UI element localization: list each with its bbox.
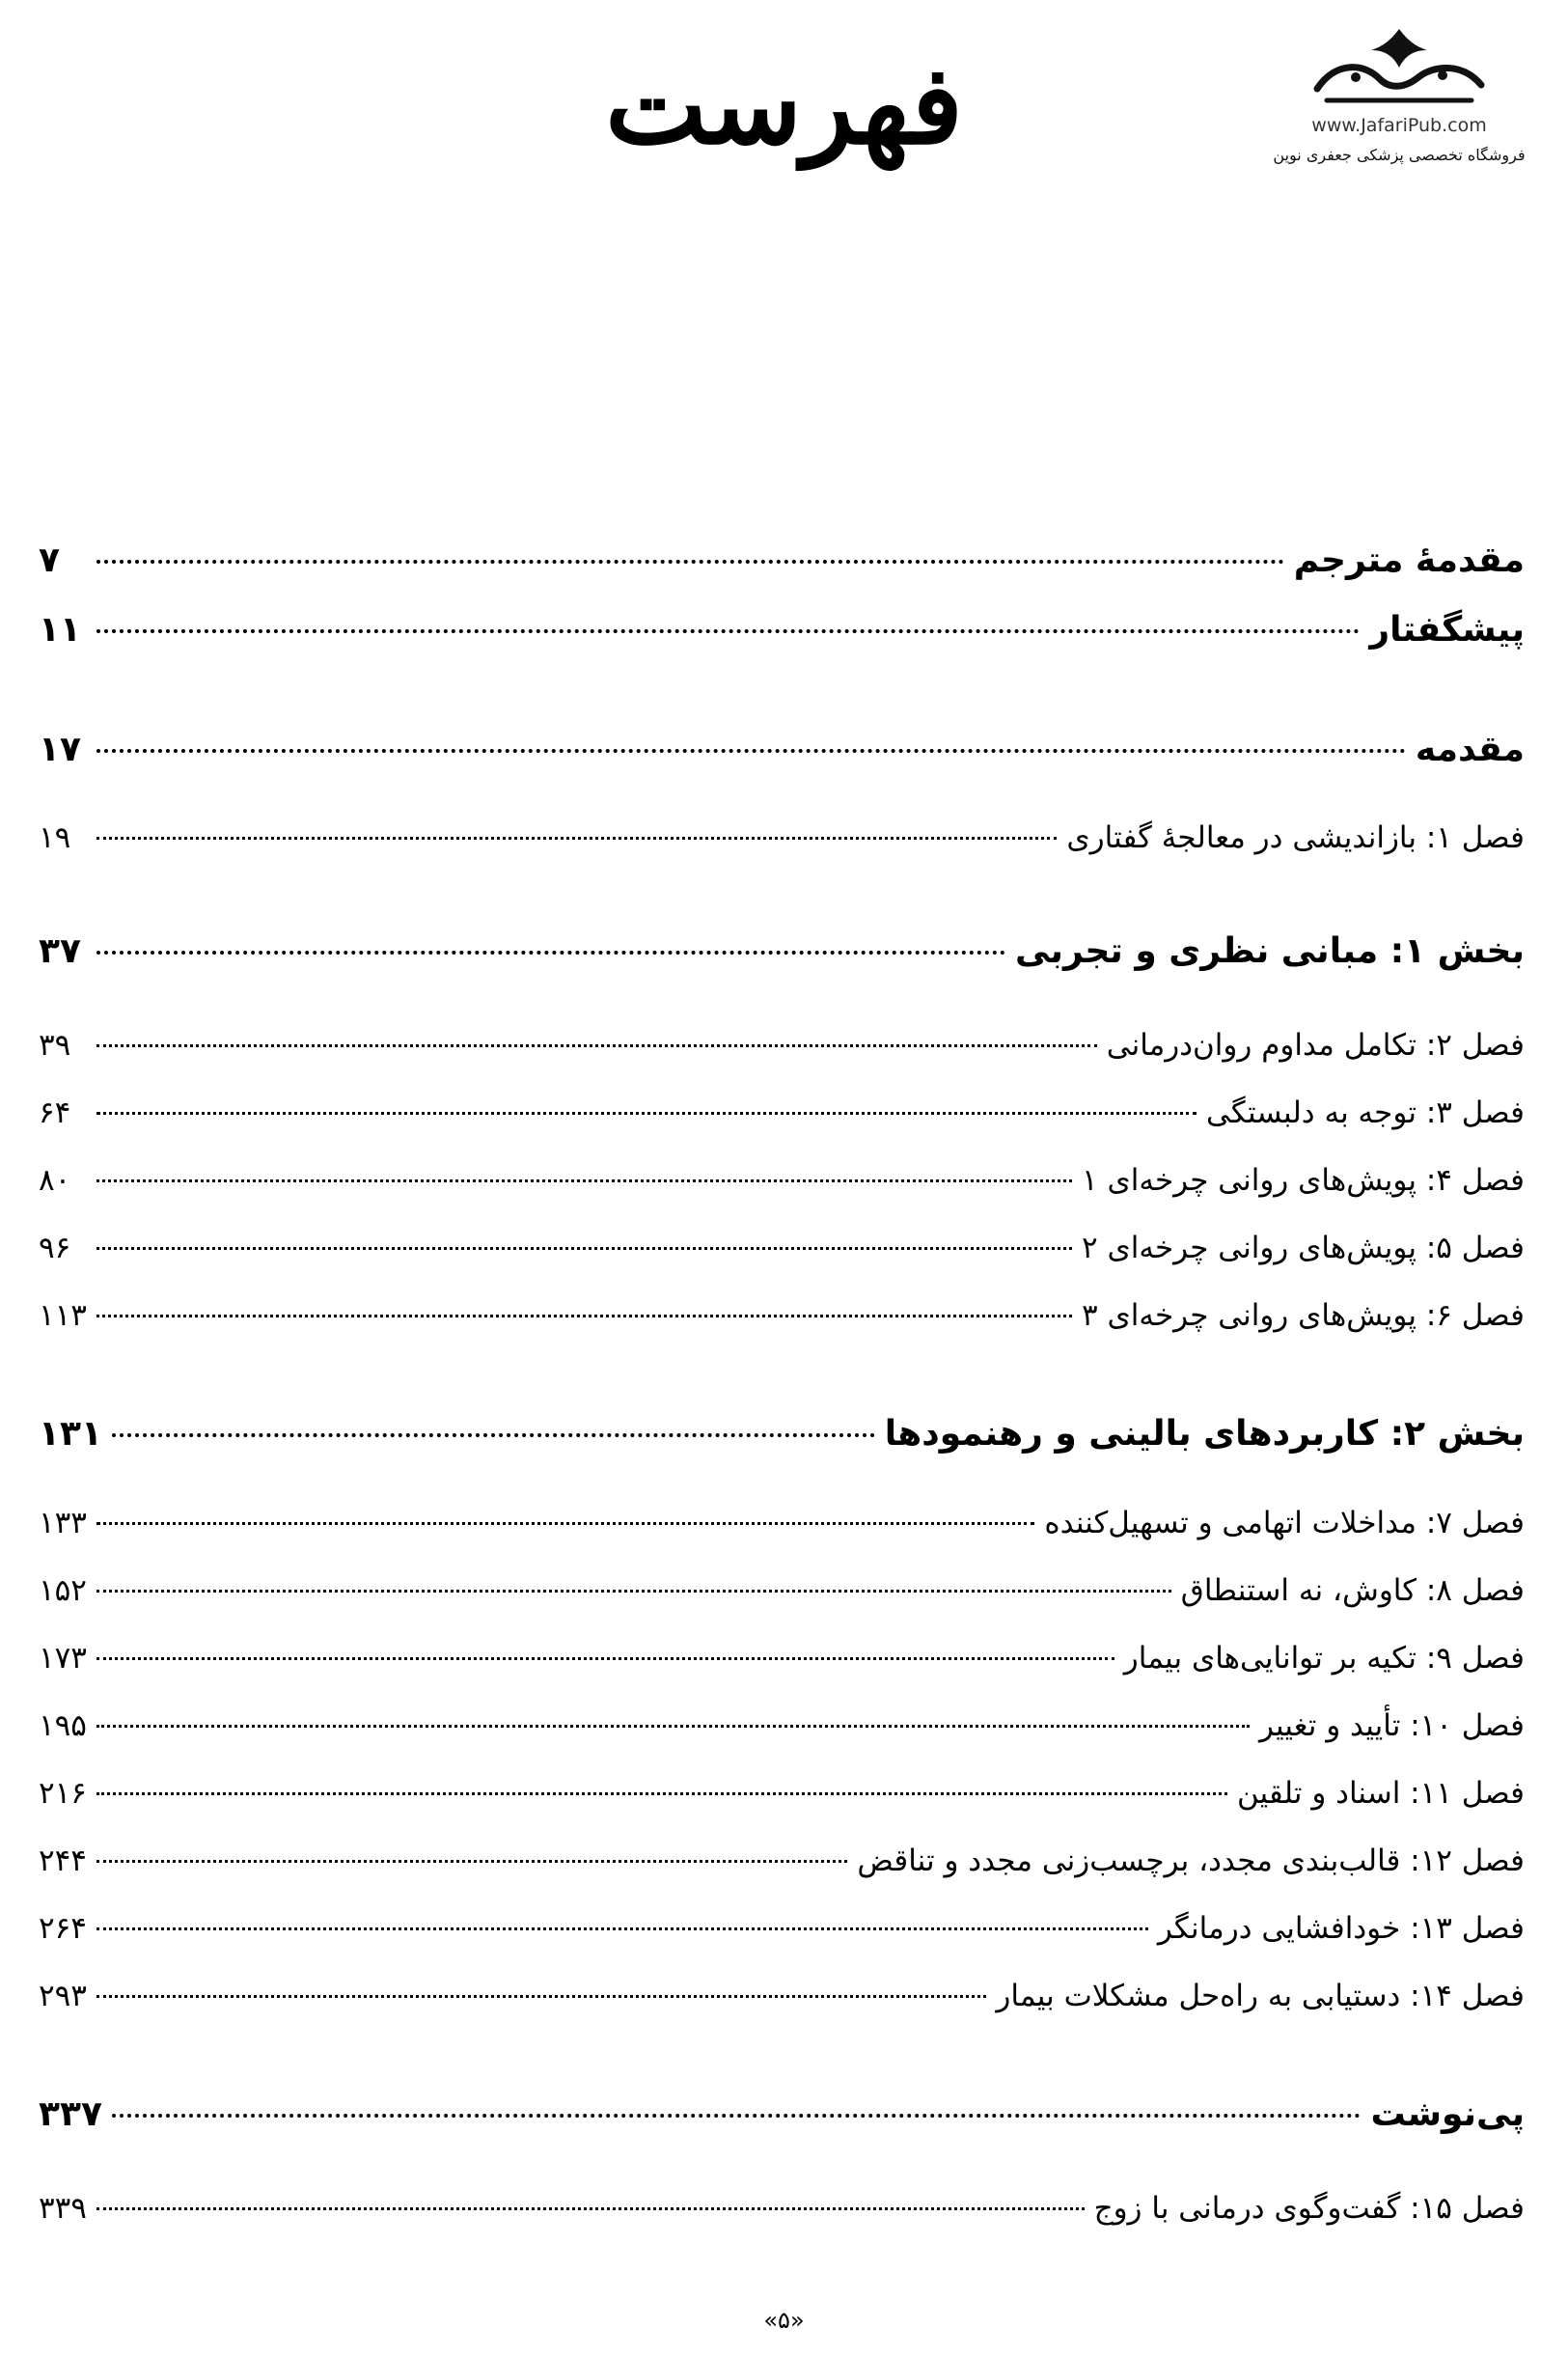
toc-entry-title: مقدمهٔ مترجم bbox=[1293, 540, 1525, 580]
toc-page-number: ۶۴ bbox=[39, 1095, 71, 1130]
toc-dot-leader bbox=[96, 1657, 1114, 1660]
toc-page-number: ۸۰ bbox=[39, 1163, 71, 1198]
logo-url[interactable]: www.JafariPub.com bbox=[1311, 115, 1487, 136]
toc-page-number: ۳۹ bbox=[39, 1028, 71, 1063]
toc-page-number: ۱۱ bbox=[39, 610, 81, 650]
toc-entry-title: فصل ۷: مداخلات اتهامی و تسهیل‌کننده bbox=[1044, 1506, 1525, 1540]
toc-page-number: ۳۳۹ bbox=[39, 2191, 87, 2226]
toc-page-number: ۱۱۳ bbox=[39, 1298, 87, 1333]
toc-section-row[interactable] bbox=[39, 730, 1525, 769]
toc-dot-leader bbox=[96, 1725, 1250, 1728]
toc-dot-leader bbox=[96, 1590, 1171, 1593]
toc-dot-leader bbox=[96, 837, 1057, 840]
toc-chapter-row[interactable] bbox=[39, 1708, 1525, 1743]
toc-entry-title: فصل ۱۳: خودافشایی درمانگر bbox=[1157, 1911, 1525, 1946]
toc-section-row[interactable] bbox=[39, 540, 1525, 580]
toc-entry-title: فصل ۶: پویش‌های روانی چرخه‌ای ۳ bbox=[1081, 1298, 1525, 1333]
page-title: فهرست bbox=[605, 42, 963, 169]
toc-dot-leader bbox=[96, 1112, 1197, 1115]
toc-entry-title: فصل ۱: بازاندیشی در معالجهٔ گفتاری bbox=[1066, 820, 1525, 855]
toc-entry-title: فصل ۴: پویش‌های روانی چرخه‌ای ۱ bbox=[1081, 1163, 1525, 1198]
toc-chapter-row[interactable] bbox=[39, 820, 1525, 855]
toc-page-number: ۲۶۴ bbox=[39, 1911, 87, 1946]
toc-entry-title: فصل ۱۲: قالب‌بندی مجدد، برچسب‌زنی مجدد و تناقض bbox=[857, 1843, 1525, 1878]
page-number: «۵» bbox=[763, 2307, 805, 2334]
toc-page-number: ۱۷۳ bbox=[39, 1641, 87, 1676]
toc-chapter-row[interactable] bbox=[39, 1641, 1525, 1676]
toc-dot-leader bbox=[96, 1860, 847, 1863]
toc-chapter-row[interactable] bbox=[39, 1231, 1525, 1265]
toc-dot-leader bbox=[96, 749, 1406, 753]
toc-page-number: ۱۳۳ bbox=[39, 1506, 87, 1540]
toc-entry-title: فصل ۳: توجه به دلبستگی bbox=[1206, 1095, 1525, 1130]
toc-chapter-row[interactable] bbox=[39, 1776, 1525, 1811]
toc-dot-leader bbox=[96, 1995, 986, 1998]
toc-dot-leader bbox=[96, 1927, 1148, 1930]
logo-subtitle: فروشگاه تخصصی پزشکی جعفری نوین bbox=[1273, 146, 1526, 164]
toc-entry-title: فصل ۱۴: دستیابی به راه‌حل مشکلات بیمار bbox=[996, 1979, 1525, 2013]
toc-page-number: ۱۳۱ bbox=[39, 1414, 102, 1454]
toc-entry-title: فصل ۵: پویش‌های روانی چرخه‌ای ۲ bbox=[1081, 1231, 1525, 1265]
toc-chapter-row[interactable] bbox=[39, 1095, 1525, 1130]
toc-dot-leader bbox=[96, 560, 1284, 564]
toc-entry-title: فصل ۹: تکیه بر توانایی‌های بیمار bbox=[1123, 1641, 1525, 1676]
toc-dot-leader bbox=[96, 1315, 1072, 1317]
toc-chapter-row[interactable] bbox=[39, 2191, 1525, 2226]
toc-dot-leader bbox=[96, 629, 1360, 633]
toc-entry-title: فصل ۱۰: تأیید و تغییر bbox=[1258, 1708, 1525, 1743]
toc-entry-title: پی‌نوشت bbox=[1370, 2094, 1525, 2134]
toc-dot-leader bbox=[112, 1433, 875, 1437]
toc-page-number: ۷ bbox=[39, 540, 60, 580]
toc-chapter-row[interactable] bbox=[39, 1163, 1525, 1198]
toc-page-number: ۲۹۳ bbox=[39, 1979, 87, 2013]
toc-entry-title: فصل ۸: کاوش، نه استنطاق bbox=[1180, 1573, 1525, 1608]
toc-page-number: ۱۹ bbox=[39, 820, 71, 855]
toc-section-row[interactable] bbox=[39, 1414, 1525, 1454]
toc-entry-title: فصل ۱۵: گفت‌وگوی درمانی با زوج bbox=[1093, 2191, 1525, 2226]
toc-chapter-row[interactable] bbox=[39, 1979, 1525, 2013]
toc-dot-leader bbox=[112, 2114, 1362, 2118]
toc-section-row[interactable] bbox=[39, 2094, 1525, 2134]
toc-entry-title: بخش ۱: مبانی نظری و تجربی bbox=[1015, 931, 1525, 971]
toc-section-row[interactable] bbox=[39, 610, 1525, 650]
toc-chapter-row[interactable] bbox=[39, 1911, 1525, 1946]
toc-dot-leader bbox=[96, 1247, 1072, 1250]
toc-page-number: ۹۶ bbox=[39, 1231, 71, 1265]
toc-chapter-row[interactable] bbox=[39, 1573, 1525, 1608]
toc-dot-leader bbox=[96, 1044, 1097, 1047]
toc-page-number: ۳۳۷ bbox=[39, 2094, 102, 2134]
toc-dot-leader bbox=[96, 1792, 1227, 1795]
toc-page-number: ۱۷ bbox=[39, 730, 81, 769]
toc-chapter-row[interactable] bbox=[39, 1298, 1525, 1333]
toc-entry-title: بخش ۲: کاربردهای بالینی و رهنمودها bbox=[884, 1414, 1525, 1454]
toc-section-row[interactable] bbox=[39, 931, 1525, 971]
toc-entry-title: مقدمه bbox=[1415, 730, 1525, 769]
toc-page-number: ۳۷ bbox=[39, 931, 81, 971]
toc-page-number: ۱۵۲ bbox=[39, 1573, 87, 1608]
toc-entry-title: پیشگفتار bbox=[1369, 610, 1525, 650]
toc-dot-leader bbox=[96, 1522, 1034, 1525]
toc-page-number: ۲۴۴ bbox=[39, 1843, 87, 1878]
toc-dot-leader bbox=[96, 2207, 1085, 2210]
toc-page-number: ۱۹۵ bbox=[39, 1708, 87, 1743]
toc-page-number: ۲۱۶ bbox=[39, 1776, 87, 1811]
toc-chapter-row[interactable] bbox=[39, 1843, 1525, 1878]
toc-chapter-row[interactable] bbox=[39, 1028, 1525, 1063]
toc-entry-title: فصل ۲: تکامل مداوم روان‌درمانی bbox=[1106, 1028, 1525, 1063]
toc-dot-leader bbox=[96, 1179, 1072, 1182]
toc-entry-title: فصل ۱۱: اسناد و تلقین bbox=[1236, 1776, 1525, 1811]
toc-chapter-row[interactable] bbox=[39, 1506, 1525, 1540]
toc-dot-leader bbox=[96, 951, 1005, 955]
